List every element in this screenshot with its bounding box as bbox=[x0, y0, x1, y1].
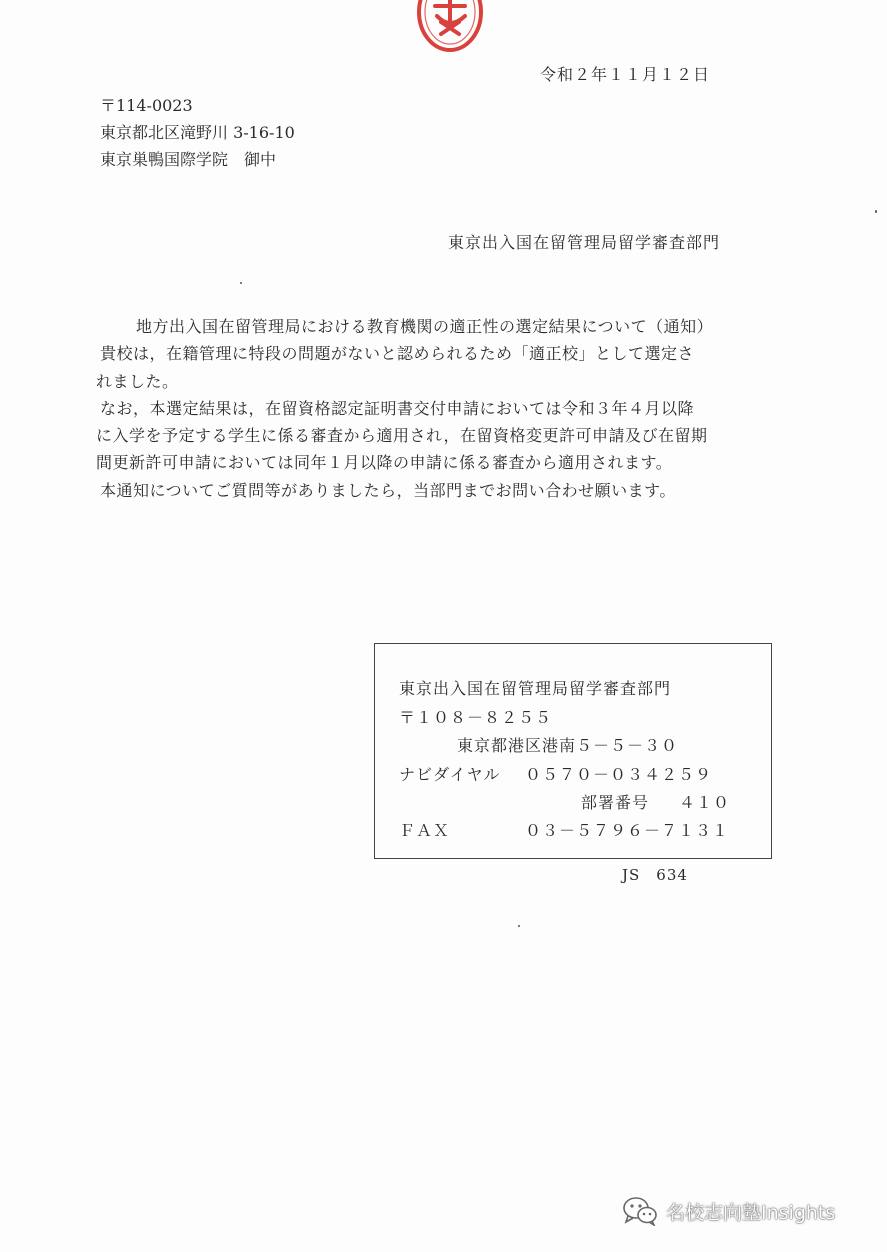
watermark bbox=[622, 1196, 835, 1226]
body-line: 本通知についてご質問等がありましたら，当部門までお問い合わせ願います。 bbox=[100, 480, 676, 500]
scan-speck bbox=[240, 282, 242, 284]
contact-navi-number: ０５７０－０３４２５９ bbox=[525, 765, 713, 784]
sender-office: 東京出入国在留管理局留学審査部門 bbox=[448, 233, 721, 252]
recipient-postal-code: 〒114-0023 bbox=[100, 96, 193, 115]
wechat-icon bbox=[622, 1196, 658, 1226]
contact-fax-number: ０３－５７９６－７１３１ bbox=[525, 821, 730, 840]
recipient-name: 東京巣鴨国際学院 御中 bbox=[100, 150, 277, 169]
recipient-block bbox=[100, 92, 295, 173]
body-line: れました。 bbox=[96, 371, 179, 391]
contact-info-box bbox=[374, 643, 772, 859]
reference-code: JS 634 bbox=[622, 866, 688, 884]
contact-address: 東京都港区港南５－５－３０ bbox=[457, 736, 679, 755]
recipient-address: 東京都北区滝野川 3-16-10 bbox=[100, 123, 295, 142]
red-seal-stamp bbox=[415, 0, 485, 54]
letter-body bbox=[96, 313, 796, 504]
scan-speck bbox=[875, 210, 877, 213]
body-line: なお，本選定結果は，在留資格認定証明書交付申請においては令和３年４月以降 bbox=[100, 398, 695, 418]
letter-date: 令和２年１１月１２日 bbox=[540, 65, 711, 84]
body-line: 間更新許可申請においては同年１月以降の申請に係る審査から適用されます。 bbox=[96, 453, 673, 473]
contact-postal-code: 〒１０８－８２５５ bbox=[399, 708, 553, 727]
body-line: 貴校は，在籍管理に特段の問題がないと認められるため「適正校」として選定さ bbox=[100, 344, 695, 364]
body-subject-line: 地方出入国在留管理局における教育機関の適正性の選定結果について（通知） bbox=[136, 317, 714, 336]
contact-office: 東京出入国在留管理局留学審査部門 bbox=[399, 679, 672, 698]
watermark-text: 名校志向塾Insights bbox=[666, 1201, 836, 1224]
scan-speck bbox=[518, 925, 520, 927]
contact-dept-label: 部署番号 bbox=[581, 793, 650, 812]
contact-navi-label: ナビダイヤル bbox=[399, 765, 501, 784]
contact-dept-number: ４１０ bbox=[679, 793, 731, 812]
body-line: に入学を予定する学生に係る審査から適用され，在留資格変更許可申請及び在留期 bbox=[96, 426, 708, 446]
contact-fax-label: ＦＡＸ bbox=[399, 821, 451, 840]
